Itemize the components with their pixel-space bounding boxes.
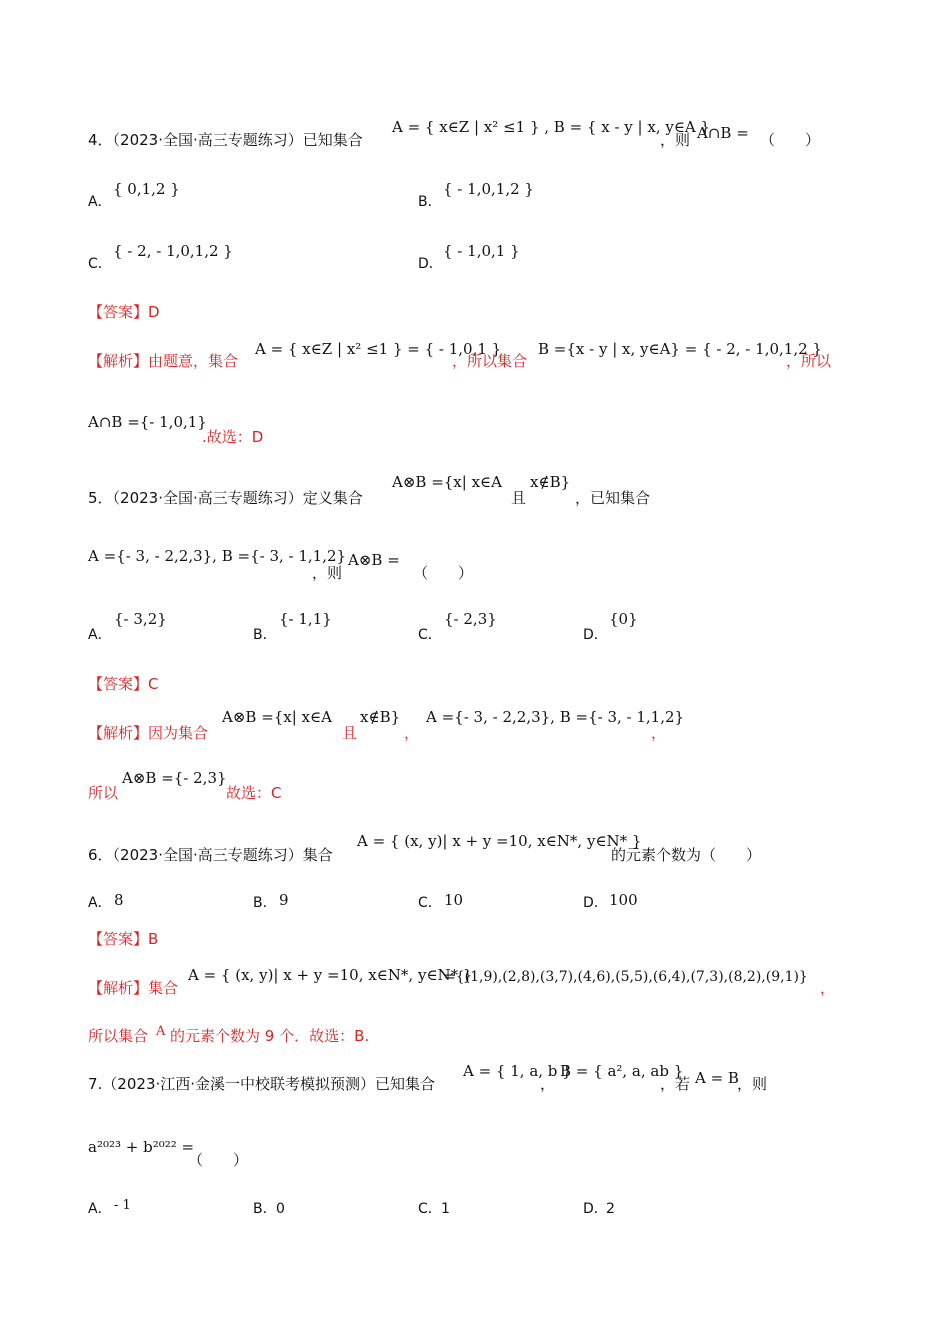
q5-option-c-label[interactable]: C． — [418, 627, 442, 643]
q4-analysis-math2: B ={x - y | x, y∈A} = { - 2, - 1,0,1,2 } — [538, 340, 822, 358]
q5-analysis-qie: 且 — [342, 724, 358, 742]
q4-paren: （ ） — [760, 131, 821, 149]
q7-option-b-label[interactable]: B． — [253, 1201, 277, 1217]
q6-analysis-comma: ， — [820, 979, 836, 997]
q6-analysis-a: A — [156, 1024, 166, 1039]
q5-math-def: A⊗B ={x| x∈A — [392, 473, 502, 491]
q5-ze: ，则 — [312, 564, 343, 582]
q5-analysis-math1b: x∉B} — [360, 708, 401, 726]
q5-option-d-label[interactable]: D． — [583, 627, 608, 643]
q4-option-a: { 0,1,2 } — [113, 180, 180, 198]
q6-option-b-label[interactable]: B． — [253, 895, 277, 911]
q5-analysis-math1: A⊗B ={x| x∈A — [222, 708, 332, 726]
q6-answer: 【答案】B — [88, 930, 159, 948]
q4-analysis-mid: ，所以集合 — [452, 352, 528, 370]
q5-option-d: {0} — [609, 610, 638, 628]
q5-analysis-tail: 故选：C — [226, 784, 282, 802]
q6-option-c-label[interactable]: C． — [418, 895, 442, 911]
q7-math-b: B = { a², a, ab } — [560, 1062, 684, 1080]
q7-option-a: - 1 — [114, 1198, 131, 1213]
q5-math-sets: A ={- 3, - 2,2,3}, B ={- 3, - 1,1,2} — [88, 547, 347, 565]
q7-option-c-label[interactable]: C． — [418, 1201, 442, 1217]
q4-math-question: A∩B = — [697, 124, 749, 142]
q7-option-a-label[interactable]: A． — [88, 1201, 112, 1217]
q6-analysis-math1: A = { (x, y)| x + y =10, x∈N*, y∈N* } — [188, 966, 473, 984]
q6-option-c: 10 — [444, 891, 464, 909]
q4-math-sets: A = { x∈Z | x² ≤1 } , B = { x - y | x, y∈A } — [392, 118, 711, 136]
q4-option-d-label[interactable]: D． — [418, 256, 443, 272]
q7-math-a: A = { 1, a, b } — [463, 1062, 572, 1080]
q7-stem: 7.（2023·江西·金溪一中校联考模拟预测）已知集合 — [88, 1075, 436, 1093]
q7-paren: （ ） — [188, 1151, 249, 1169]
q4-option-b: { - 1,0,1,2 } — [443, 180, 534, 198]
q5-analysis-so: 所以 — [88, 784, 119, 802]
q6-stem-end: 的元素个数为（ ） — [611, 846, 762, 864]
q5-math-question: A⊗B = — [348, 551, 400, 569]
q6-math-set: A = { (x, y)| x + y =10, x∈N*, y∈N* } — [357, 832, 642, 850]
q4-mid: ，则 — [660, 131, 691, 149]
q7-option-d: 2 — [606, 1201, 615, 1217]
q5-option-a-label[interactable]: A． — [88, 627, 112, 643]
q6-option-d: 100 — [609, 891, 638, 909]
q6-analysis-line2b: 的元素个数为 9 个．故选：B. — [170, 1027, 370, 1045]
q6-stem: 6．（2023·全国·高三专题练习）集合 — [88, 846, 333, 864]
q7-math-eq: A = B — [695, 1069, 739, 1087]
q5-analysis-prefix: 【解析】因为集合 — [88, 724, 209, 742]
q5-option-c: {- 2,3} — [444, 610, 497, 628]
q6-option-a: 8 — [114, 891, 124, 909]
q5-option-b-label[interactable]: B． — [253, 627, 277, 643]
q4-option-c: { - 2, - 1,0,1,2 } — [113, 242, 233, 260]
q5-option-a: {- 3,2} — [114, 610, 167, 628]
q4-analysis-end: ，所以 — [786, 352, 832, 370]
q5-stem-end: ，已知集合 — [575, 489, 651, 507]
q7-ze: ，则 — [737, 1075, 768, 1093]
q6-option-d-label[interactable]: D． — [583, 895, 608, 911]
q7-option-c: 1 — [441, 1201, 450, 1217]
q5-option-b: {- 1,1} — [279, 610, 332, 628]
q4-option-b-label[interactable]: B． — [418, 194, 442, 210]
q5-qie: 且 — [511, 489, 527, 507]
q7-option-b: 0 — [276, 1201, 285, 1217]
q4-analysis-tail: .故选：D — [202, 428, 264, 446]
q5-answer: 【答案】C — [88, 675, 159, 693]
q4-answer: 【答案】D — [88, 303, 160, 321]
q4-option-c-label[interactable]: C． — [88, 256, 112, 272]
q4-analysis-prefix: 【解析】由题意，集合 — [88, 352, 239, 370]
q5-analysis-comma2: ， — [651, 724, 667, 742]
q4-analysis-math1: A = { x∈Z | x² ≤1 } = { - 1,0,1 } — [255, 340, 502, 358]
q4-stem: 4．（2023·全国·高三专题练习）已知集合 — [88, 131, 363, 149]
q6-analysis-line2a: 所以集合 — [88, 1027, 149, 1045]
q6-analysis-math2: ={(1,9),(2,8),(3,7),(4,6),(5,5),(6,4),(7,3),(8,2),(9,1)} — [444, 969, 808, 985]
q7-option-d-label[interactable]: D． — [583, 1201, 608, 1217]
q4-option-d: { - 1,0,1 } — [443, 242, 520, 260]
q5-analysis-math2: A ={- 3, - 2,2,3}, B ={- 3, - 1,1,2} — [426, 708, 685, 726]
q6-analysis-prefix: 【解析】集合 — [88, 979, 179, 997]
q6-option-b: 9 — [279, 891, 289, 909]
q5-math-def2: x∉B} — [530, 473, 571, 491]
q5-stem: 5．（2023·全国·高三专题练习）定义集合 — [88, 489, 363, 507]
q5-paren: （ ） — [413, 564, 474, 582]
q6-option-a-label[interactable]: A． — [88, 895, 112, 911]
q4-option-a-label[interactable]: A． — [88, 194, 112, 210]
q5-analysis-comma: ， — [404, 724, 420, 742]
q5-analysis-math3: A⊗B ={- 2,3} — [122, 769, 227, 787]
q7-ruo: ，若 — [660, 1075, 691, 1093]
q7-math-question: a²⁰²³ + b²⁰²² = — [88, 1138, 195, 1156]
q7-comma: ， — [540, 1075, 556, 1093]
q4-analysis-math3: A∩B ={- 1,0,1} — [88, 413, 207, 431]
